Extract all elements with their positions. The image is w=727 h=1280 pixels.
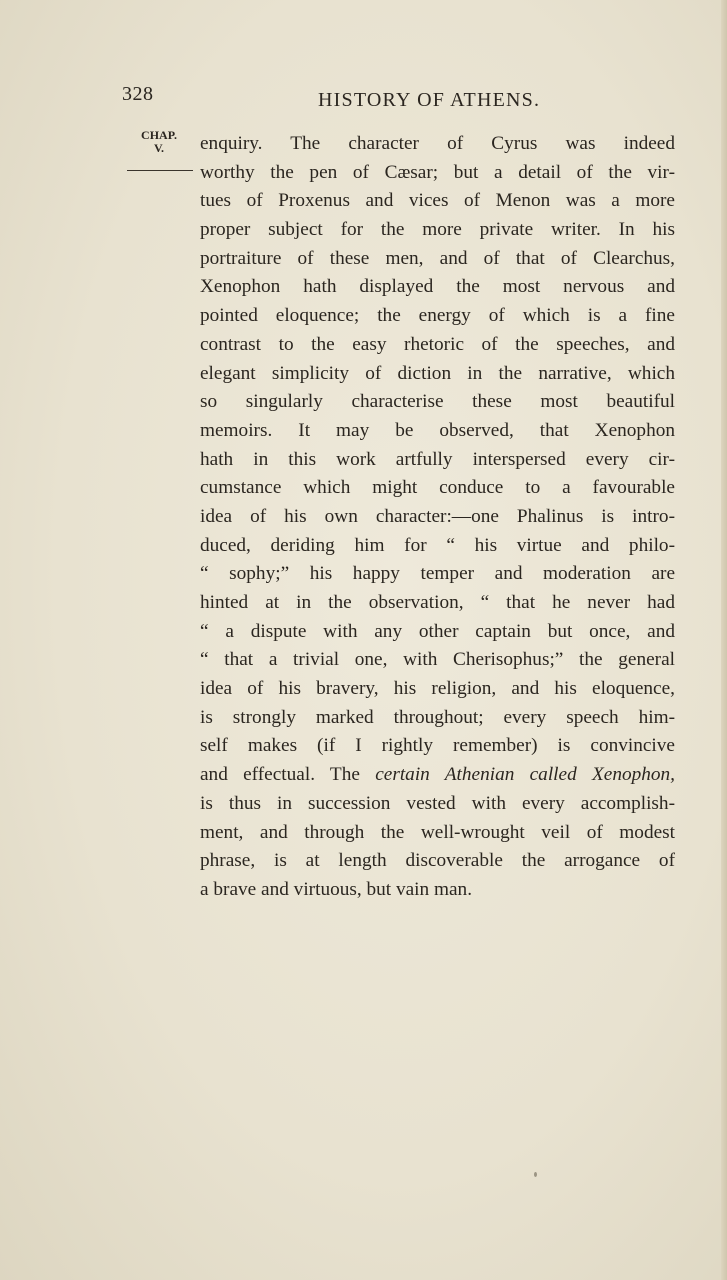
text-line: phrase, is at length discoverable the arrogance of (200, 850, 675, 872)
text-line: worthy the pen of Cæsar; but a detail of the vir- (200, 161, 675, 183)
text-line: ment, and through the well-wrought veil of modest (200, 821, 675, 843)
text-line: elegant simplicity of diction in the narrative, which (200, 362, 675, 384)
text-line: portraiture of these men, and of that of Clearchus, (200, 247, 675, 269)
text-line: is strongly marked throughout; every speech him- (200, 706, 675, 728)
page-number: 328 (122, 83, 154, 105)
text-line: memoirs. It may be observed, that Xenophon (200, 419, 675, 441)
chapter-marginal-note (137, 129, 181, 155)
text-line: enquiry. The character of Cyrus was indeed (200, 133, 675, 154)
text-line: idea of his bravery, his religion, and his eloquence, (200, 678, 675, 700)
running-head: HISTORY OF ATHENS. (318, 89, 541, 111)
text-line: hinted at in the observation, “ that he never had (200, 592, 675, 613)
text-line-with-italic (200, 761, 675, 790)
page-edge (721, 0, 727, 1280)
text-line: Xenophon hath displayed the most nervous and (200, 276, 675, 298)
text-line: self makes (if I rightly remember) is convincive (200, 735, 675, 757)
text-line: duced, deriding him for “ his virtue and philo- (200, 534, 675, 556)
text-line: “ sophy;” his happy temper and moderation are (200, 563, 675, 585)
text-line: tues of Proxenus and vices of Menon was a more (200, 190, 675, 212)
text-line: hath in this work artfully interspersed every cir- (200, 448, 675, 470)
chapter-rule (127, 170, 193, 171)
text-line: pointed eloquence; the energy of which is a fine (200, 305, 675, 327)
chap-label: CHAP. (141, 128, 177, 142)
text-line: “ a dispute with any other captain but once, and (200, 620, 675, 642)
text-line: cumstance which might conduce to a favourable (200, 477, 675, 499)
text-line: “ that a trivial one, with Cherisophus;” the general (200, 649, 675, 671)
text-line: idea of his own character:—one Phalinus is intro- (200, 505, 675, 527)
text-line-last: a brave and virtuous, but vain man. (200, 878, 473, 900)
chap-number: V. (153, 141, 165, 155)
text-line: proper subject for the more private writer. In his (200, 219, 675, 241)
text-line: so singularly characterise these most beautiful (200, 391, 675, 413)
body-text (200, 130, 675, 905)
text-line: contrast to the easy rhetoric of the speeches, and (200, 333, 675, 355)
text-line: is thus in succession vested with every accomplish- (200, 792, 675, 814)
paper-speck (534, 1172, 537, 1177)
text-line-start: and effectual. The (200, 764, 360, 786)
italic-phrase: certain Athenian called Xenophon, (375, 764, 675, 786)
